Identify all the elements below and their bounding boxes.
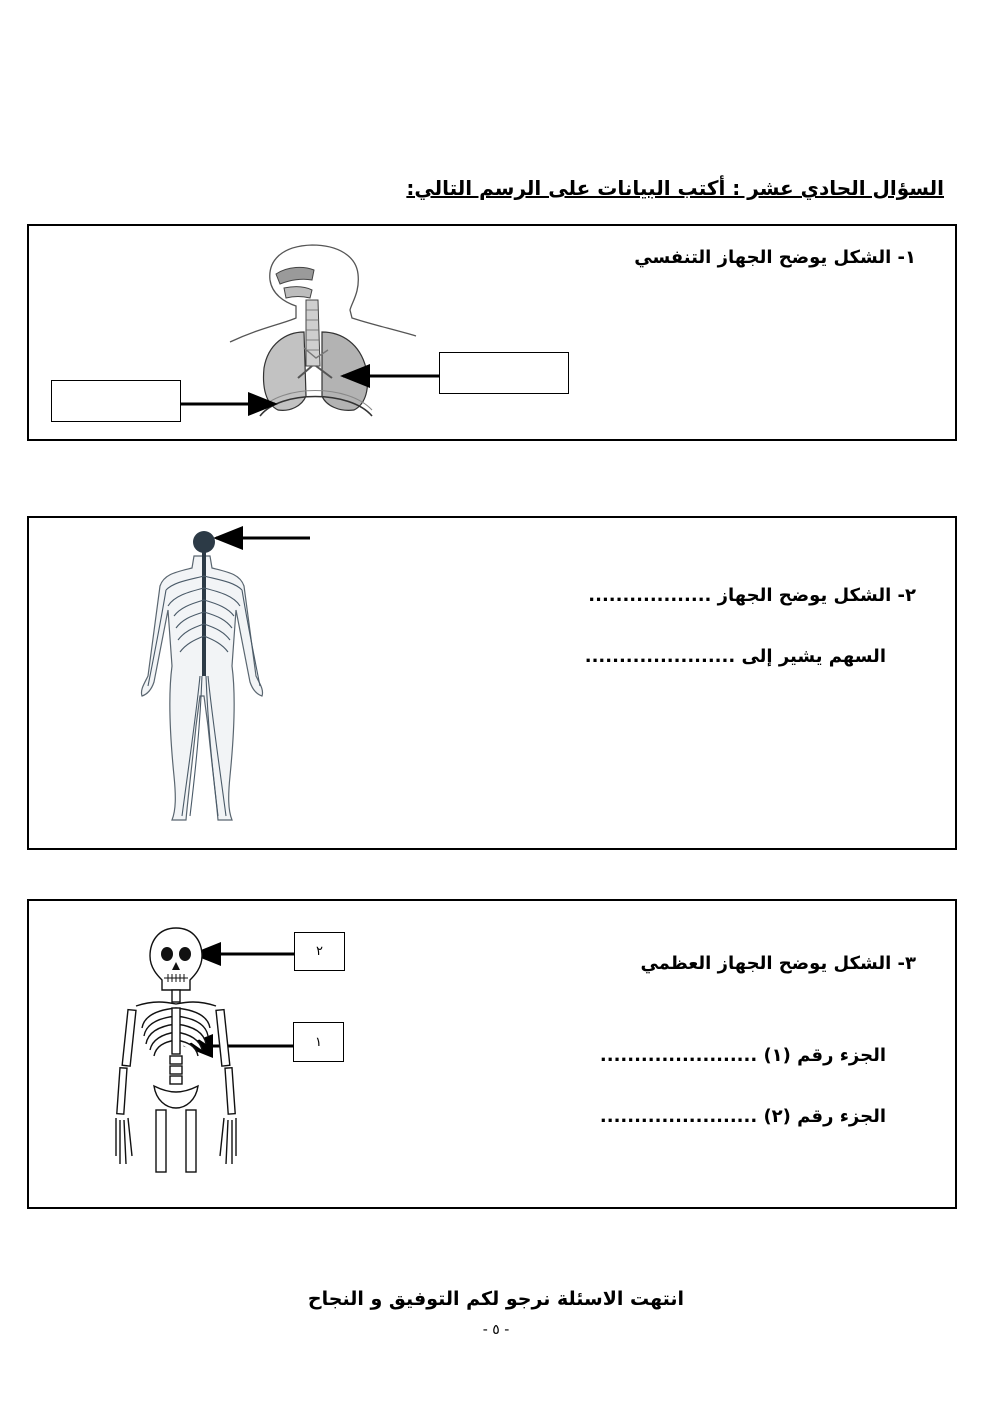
- q2-title: ٢- الشكل يوضح الجهاز ..................: [588, 585, 916, 606]
- closing-message: انتهت الاسئلة نرجو لكم التوفيق و النجاح: [307, 1288, 685, 1310]
- page-number: - ٥ -: [482, 1322, 510, 1338]
- q3-part2: الجزء رقم (٢) .......................: [599, 1106, 886, 1127]
- label-box-part-1[interactable]: ١: [293, 1022, 344, 1062]
- q3-title: ٣- الشكل يوضح الجهاز العظمي: [640, 953, 916, 974]
- respiratory-illustration: [220, 240, 420, 420]
- q1-title: ١- الشكل يوضح الجهاز التنفسي: [634, 247, 916, 268]
- q3-part1: الجزء رقم (١) .......................: [599, 1045, 886, 1066]
- blank-label-box-diaphragm[interactable]: [51, 380, 181, 422]
- label-box-part-2[interactable]: ٢: [294, 932, 345, 971]
- question-heading: السؤال الحادي عشر : أكتب البيانات على الرسم التالي:: [406, 176, 944, 200]
- skeleton-illustration: [106, 924, 246, 1174]
- q2-arrow-text: السهم يشير إلى ......................: [584, 646, 886, 667]
- blank-label-box-lungs[interactable]: [439, 352, 569, 394]
- nervous-system-illustration: [138, 526, 272, 826]
